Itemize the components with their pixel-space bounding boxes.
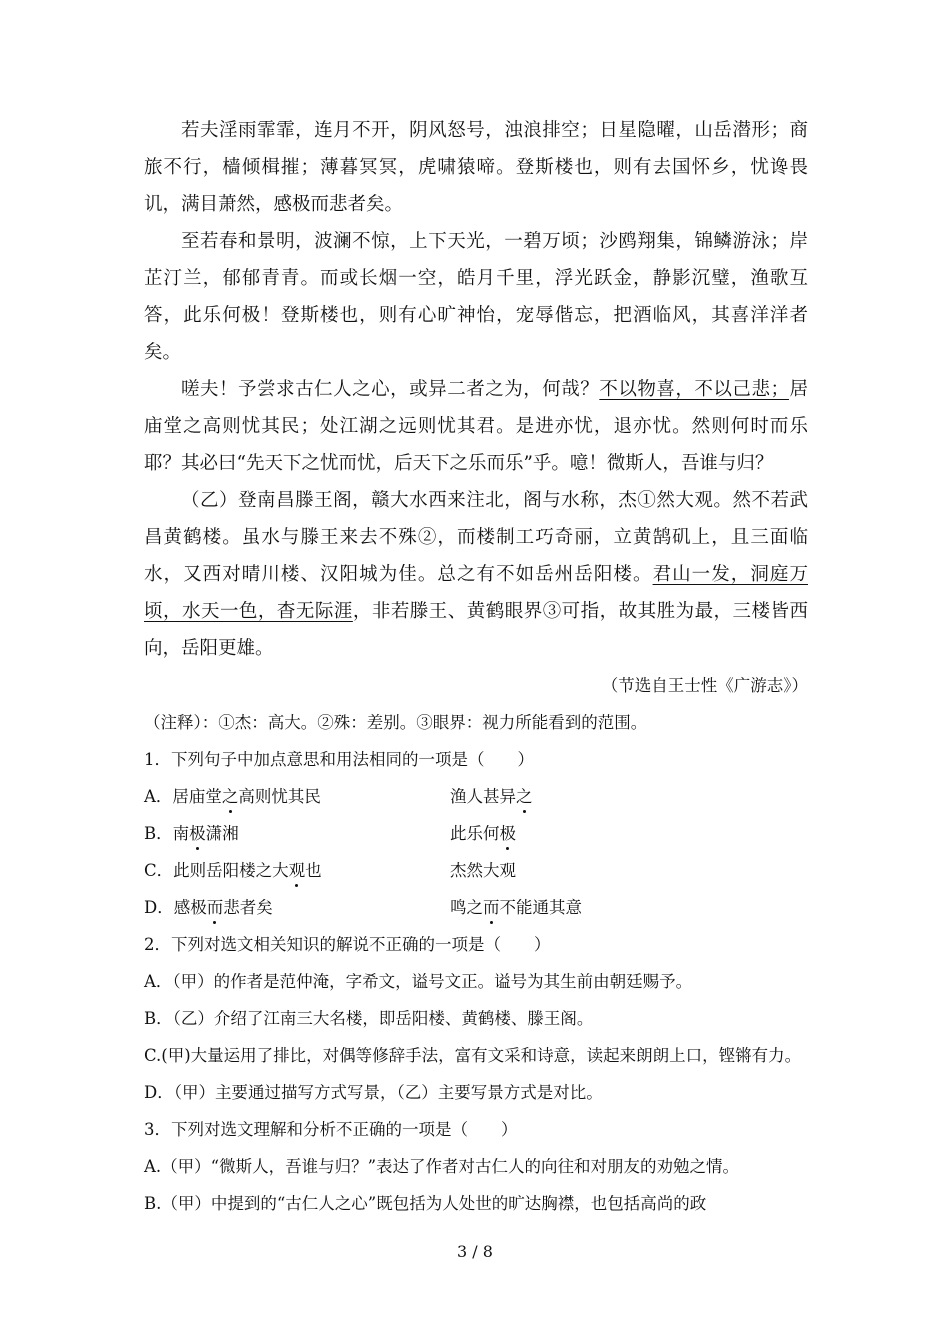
question-2-option-d: D．（甲）主要通过描写方式写景，（乙）主要写景方式是对比。 (144, 1083, 603, 1102)
option-text: 杰然大观 (450, 861, 516, 880)
option-text: D．感极 (144, 898, 207, 917)
option-text: 渔人甚异 (450, 787, 516, 806)
question-2-option-b: B．（乙）介绍了江南三大名楼，即岳阳楼、黄鹤楼、滕王阁。 (144, 1009, 594, 1028)
annotation-notes: （注释）：①杰：高大。②殊：差别。③眼界：视力所能看到的范围。 (144, 713, 648, 732)
paragraph-4-text-rest: ，非若滕王、黄鹤眼界③可指，故其胜为最，三楼皆西向，岳阳更雄。 (144, 601, 808, 659)
paragraph-4 (144, 482, 808, 667)
paragraph-1: 若夫淫雨霏霏，连月不开，阴风怒号，浊浪排空；日星隐曜，山岳潜形；商旅不行，樯倾楫摧；薄暮冥冥，虎啸猿啼。登斯楼也，则有去国怀乡，忧谗畏讥，满目萧然，感极而悲者矣。 (144, 120, 808, 215)
dotted-char: 观 (289, 852, 306, 889)
paragraph-3 (144, 371, 808, 482)
option-text: 悲者矣 (223, 898, 273, 917)
source-citation: （节选自王士性《广游志》） (601, 676, 808, 695)
question-2-stem: 2．下列对选文相关知识的解说不正确的一项是（ ） (144, 935, 551, 954)
option-text: A．居庙堂 (144, 787, 222, 806)
option-text: 也 (305, 861, 322, 880)
option-text: 鸣之 (450, 898, 483, 917)
question-1-option-b (144, 815, 808, 852)
page-number: 3 / 8 (457, 1242, 493, 1261)
question-1-stem: 1．下列句子中加点意思和用法相同的一项是（ ） (144, 750, 534, 769)
dotted-char: 之 (222, 778, 239, 815)
question-3-stem: 3．下列对选文理解和分析不正确的一项是（ ） (144, 1120, 518, 1139)
question-2-option-c: C.(甲)大量运用了排比，对偶等修辞手法，富有文采和诗意，读起来朗朗上口，铿锵有力。 (144, 1046, 802, 1065)
dotted-char: 而 (207, 889, 224, 926)
paragraph-3-text-rest: 居庙堂之高则忧其民；处江湖之远则忧其君。是进亦忧，退亦忧。然则何时而乐耶？其必曰“先天下之忧而忧，后天下之乐而乐”乎。噫！微斯人，吾谁与归？ (144, 379, 808, 474)
paragraph-2: 至若春和景明，波澜不惊，上下天光，一碧万顷；沙鸥翔集，锦鳞游泳；岸芷汀兰，郁郁青青。而或长烟一空，皓月千里，浮光跃金，静影沉璧，渔歌互答，此乐何极！登斯楼也，则有心旷神怡，宠辱偕忘，把酒临风，其喜洋洋者矣。 (144, 231, 808, 363)
paragraph-3-text: 嗟夫！予尝求古仁人之心，或异二者之为，何哉？ (181, 379, 600, 400)
question-3-option-a: A.（甲）“微斯人，吾谁与归？”表达了作者对古仁人的向往和对朋友的劝勉之情。 (144, 1157, 740, 1176)
question-1-option-a (144, 778, 808, 815)
underlined-sentence: 君山一发，洞庭万顷，水天一色，杳无际涯 (144, 564, 808, 622)
question-2-option-a: A．（甲）的作者是范仲淹，字希文，谥号文正。谥号为其生前由朝廷赐予。 (144, 972, 693, 991)
dotted-char: 极 (189, 815, 206, 852)
dotted-char: 而 (483, 889, 500, 926)
document-body (144, 112, 808, 1222)
question-1-option-c (144, 852, 808, 889)
option-text: 高则忧其民 (238, 787, 321, 806)
option-text: 不能通其意 (499, 898, 582, 917)
option-text: 潇湘 (205, 824, 239, 843)
question-3-option-b: B.（甲）中提到的“古仁人之心”既包括为人处世的旷达胸襟，也包括高尚的政 (144, 1194, 707, 1213)
dotted-char: 之 (516, 778, 533, 815)
underlined-phrase: 不以物喜，不以己悲； (599, 379, 789, 400)
option-text: C．此则岳阳楼之大 (144, 861, 289, 880)
paragraph-4-text: （乙）登南昌滕王阁，赣大水西来注北，阁与水称，杰①然大观。然不若武昌黄鹤楼。虽水与滕王来去不殊②，而楼制工巧奇丽，立黄鹄矶上，且三面临水，又西对晴川楼、汉阳城为佳。总之有不如岳州岳阳楼。 (144, 490, 808, 585)
question-1-option-d (144, 889, 808, 926)
option-text: 此乐何 (450, 824, 500, 843)
option-text: B．南 (144, 824, 190, 843)
dotted-char: 极 (500, 815, 517, 852)
